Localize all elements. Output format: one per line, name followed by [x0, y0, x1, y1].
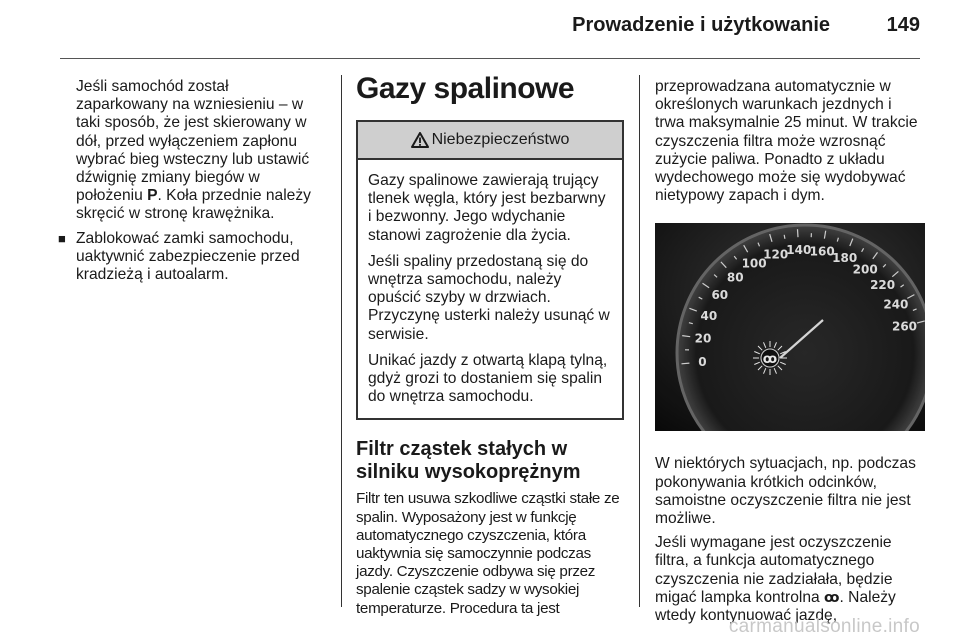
- gauge-label: 0: [698, 355, 707, 370]
- gauge-label: 100: [741, 256, 767, 271]
- gear-position-p: P: [147, 187, 158, 205]
- gauge-label: 200: [852, 262, 878, 277]
- dpf-symbol-icon: ꝏ: [824, 589, 840, 606]
- dpf-short-trips-paragraph: W niektórych sytuacjach, np. podczas pokonywania krótkich odcinków, samoistne oczyszczenie filtra nie jest możliwe.: [655, 455, 916, 528]
- column-1: [58, 78, 320, 290]
- header-rule: [60, 58, 920, 59]
- danger-box: [356, 120, 624, 420]
- danger-paragraph: Jeśli spaliny przedostaną się do wnętrza samochodu, należy opuścić szyby w drzwiach. Przyczynę usterki należy usunąć w serwisie.: [368, 252, 610, 343]
- gauge-label: 180: [832, 251, 858, 266]
- danger-box-title: Niebezpieczeństwo: [431, 130, 570, 148]
- bullet-icon: ■: [58, 230, 66, 246]
- column-2: [356, 72, 624, 624]
- danger-box-header: [358, 122, 622, 160]
- warning-triangle-icon: [411, 132, 429, 148]
- column-divider-2: [639, 75, 640, 607]
- gauge-label: 240: [883, 297, 909, 312]
- danger-box-body: [358, 160, 622, 418]
- danger-paragraph: Gazy spalinowe zawierają trujący tlenek węgla, który jest bezbarwny i bezwonny. Jego wdychanie stanowi zagrożenie dla życia.: [368, 172, 606, 244]
- gauge-label: 260: [891, 319, 918, 334]
- page-header-title: Prowadzenie i użytkowanie: [572, 14, 830, 36]
- parking-slope-paragraph: Jeśli samochód został zaparkowany na wzniesieniu – w taki sposób, że jest skierowany w dół, przed wyłączeniem zapłonu wybrać bieg wsteczny lub ustawić dźwignię zmiany biegów w położeniu P. Koła przednie należy skręcić w stronę krawężnika.: [76, 78, 311, 223]
- section-heading-dpf: Filtr cząstek stałych w silniku wysokoprężnym: [356, 438, 581, 484]
- gauge-label: 20: [694, 331, 712, 346]
- speedometer-dpf-photo: [655, 223, 925, 431]
- column-divider-1: [341, 75, 342, 607]
- gauge-label: 140: [786, 243, 812, 258]
- gauge-label: 60: [711, 288, 729, 303]
- dpf-paragraph: Filtr ten usuwa szkodliwe cząstki stałe ze spalin. Wyposażony jest w funkcję automatycznego czyszczenia, która uaktywnia się samoczynnie podczas jazdy. Czyszczenie odbywa się przez spalenie cząstek sadzy w wysokiej temperaturze. Procedura ta jest: [356, 490, 620, 617]
- gauge-label: 80: [726, 270, 744, 285]
- gauge-label: 120: [763, 247, 789, 262]
- dpf-continued-paragraph: przeprowadzana automatycznie w określonych warunkach jezdnych i trwa maksymalnie 25 minut. W trakcie czyszczenia filtra może wzrosnąć zużycie paliwa. Ponadto z układu wydechowego może się wydobywać nietypowy zapach i dym.: [655, 78, 918, 205]
- gauge-label: 40: [700, 309, 718, 324]
- gauge-label: 160: [809, 244, 835, 259]
- list-item: ■ Zablokować zamki samochodu, uaktywnić zabezpieczenie przed kradzieżą i autoalarm.: [58, 229, 300, 284]
- dpf-warning-paragraph: Jeśli wymagane jest oczyszczenie filtra, a funkcja automatycznego czyszczenia nie zadziałała, będzie migać lampka kontrolna ꝏ. Należy wtedy kontynuować jazdę,: [655, 534, 896, 625]
- page-number: 149: [886, 14, 920, 36]
- section-heading-exhaust: Gazy spalinowe: [356, 72, 575, 105]
- danger-paragraph: Unikać jazdy z otwartą klapą tylną, gdyż grozi to dostaniem się spalin do wnętrza samochodu.: [368, 351, 608, 406]
- svg-text:ꝏ: ꝏ: [762, 352, 778, 368]
- gauge-label: 220: [870, 278, 896, 293]
- watermark: carmanualsonline.info: [728, 616, 920, 637]
- column-3: [655, 78, 925, 631]
